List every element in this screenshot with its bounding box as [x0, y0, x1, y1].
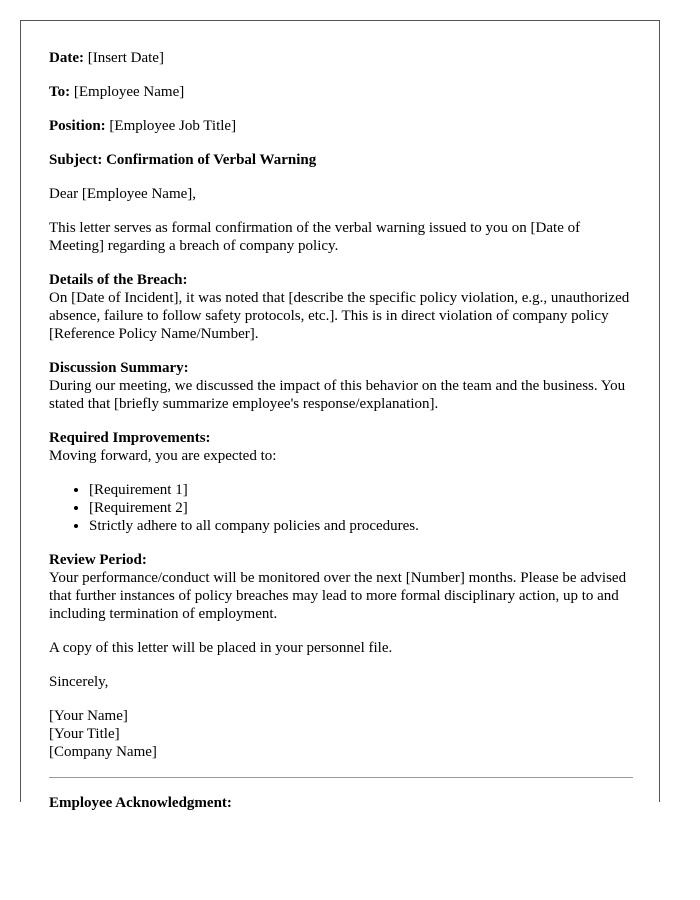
date-line	[49, 49, 633, 67]
signature-title: [Your Title]	[49, 726, 120, 742]
discussion-section	[49, 359, 633, 413]
breach-text: On [Date of Incident], it was noted that [describe the specific policy violation, e.g., unauthorized absence, failure to follow safety protocols, etc.]. This is in direct violation of company policy [Reference Policy Name/Number].	[49, 290, 630, 342]
signature-company: [Company Name]	[49, 744, 157, 760]
date-value: [Insert Date]	[87, 50, 164, 66]
date-label: Date:	[49, 50, 84, 66]
closing: Sincerely,	[49, 674, 109, 690]
improvements-text: Moving forward, you are expected to:	[49, 448, 277, 464]
divider	[49, 777, 633, 778]
position-line	[49, 117, 633, 135]
acknowledgment-title: Employee Acknowledgment:	[49, 795, 232, 811]
signature-block	[49, 707, 633, 761]
review-title: Review Period:	[49, 552, 147, 568]
review-section	[49, 551, 633, 623]
discussion-title: Discussion Summary:	[49, 360, 189, 376]
to-line	[49, 83, 633, 101]
position-label: Position:	[49, 118, 106, 134]
list-item: • [Requirement 1]	[89, 481, 633, 499]
position-value: [Employee Job Title]	[109, 118, 237, 134]
letter-content	[49, 49, 633, 812]
list-item: • [Requirement 2]	[89, 499, 633, 517]
requirements-list	[49, 481, 633, 535]
improvements-section	[49, 429, 633, 465]
breach-section	[49, 271, 633, 343]
to-value: [Employee Name]	[73, 84, 185, 100]
subject-label: Subject:	[49, 152, 103, 168]
letter-page	[20, 20, 660, 811]
discussion-text: During our meeting, we discussed the impact of this behavior on the team and the business. You stated that [briefly summarize employee's response/explanation].	[49, 378, 626, 412]
list-item: • Strictly adhere to all company policies and procedures.	[89, 517, 633, 535]
copy-note: A copy of this letter will be placed in your personnel file.	[49, 640, 393, 656]
to-label: To:	[49, 84, 71, 100]
subject-line	[49, 151, 633, 169]
intro-paragraph: This letter serves as formal confirmation of the verbal warning issued to you on [Date of Meeting] regarding a breach of company policy.	[49, 220, 581, 254]
improvements-title: Required Improvements:	[49, 430, 211, 446]
subject-value: Confirmation of Verbal Warning	[106, 152, 317, 168]
signature-name: [Your Name]	[49, 708, 128, 724]
breach-title: Details of the Breach:	[49, 272, 188, 288]
greeting: Dear [Employee Name],	[49, 186, 197, 202]
review-text: Your performance/conduct will be monitored over the next [Number] months. Please be advised that further instances of policy breaches may lead to more formal disciplinary action, up to and including termination of employment.	[49, 570, 627, 622]
